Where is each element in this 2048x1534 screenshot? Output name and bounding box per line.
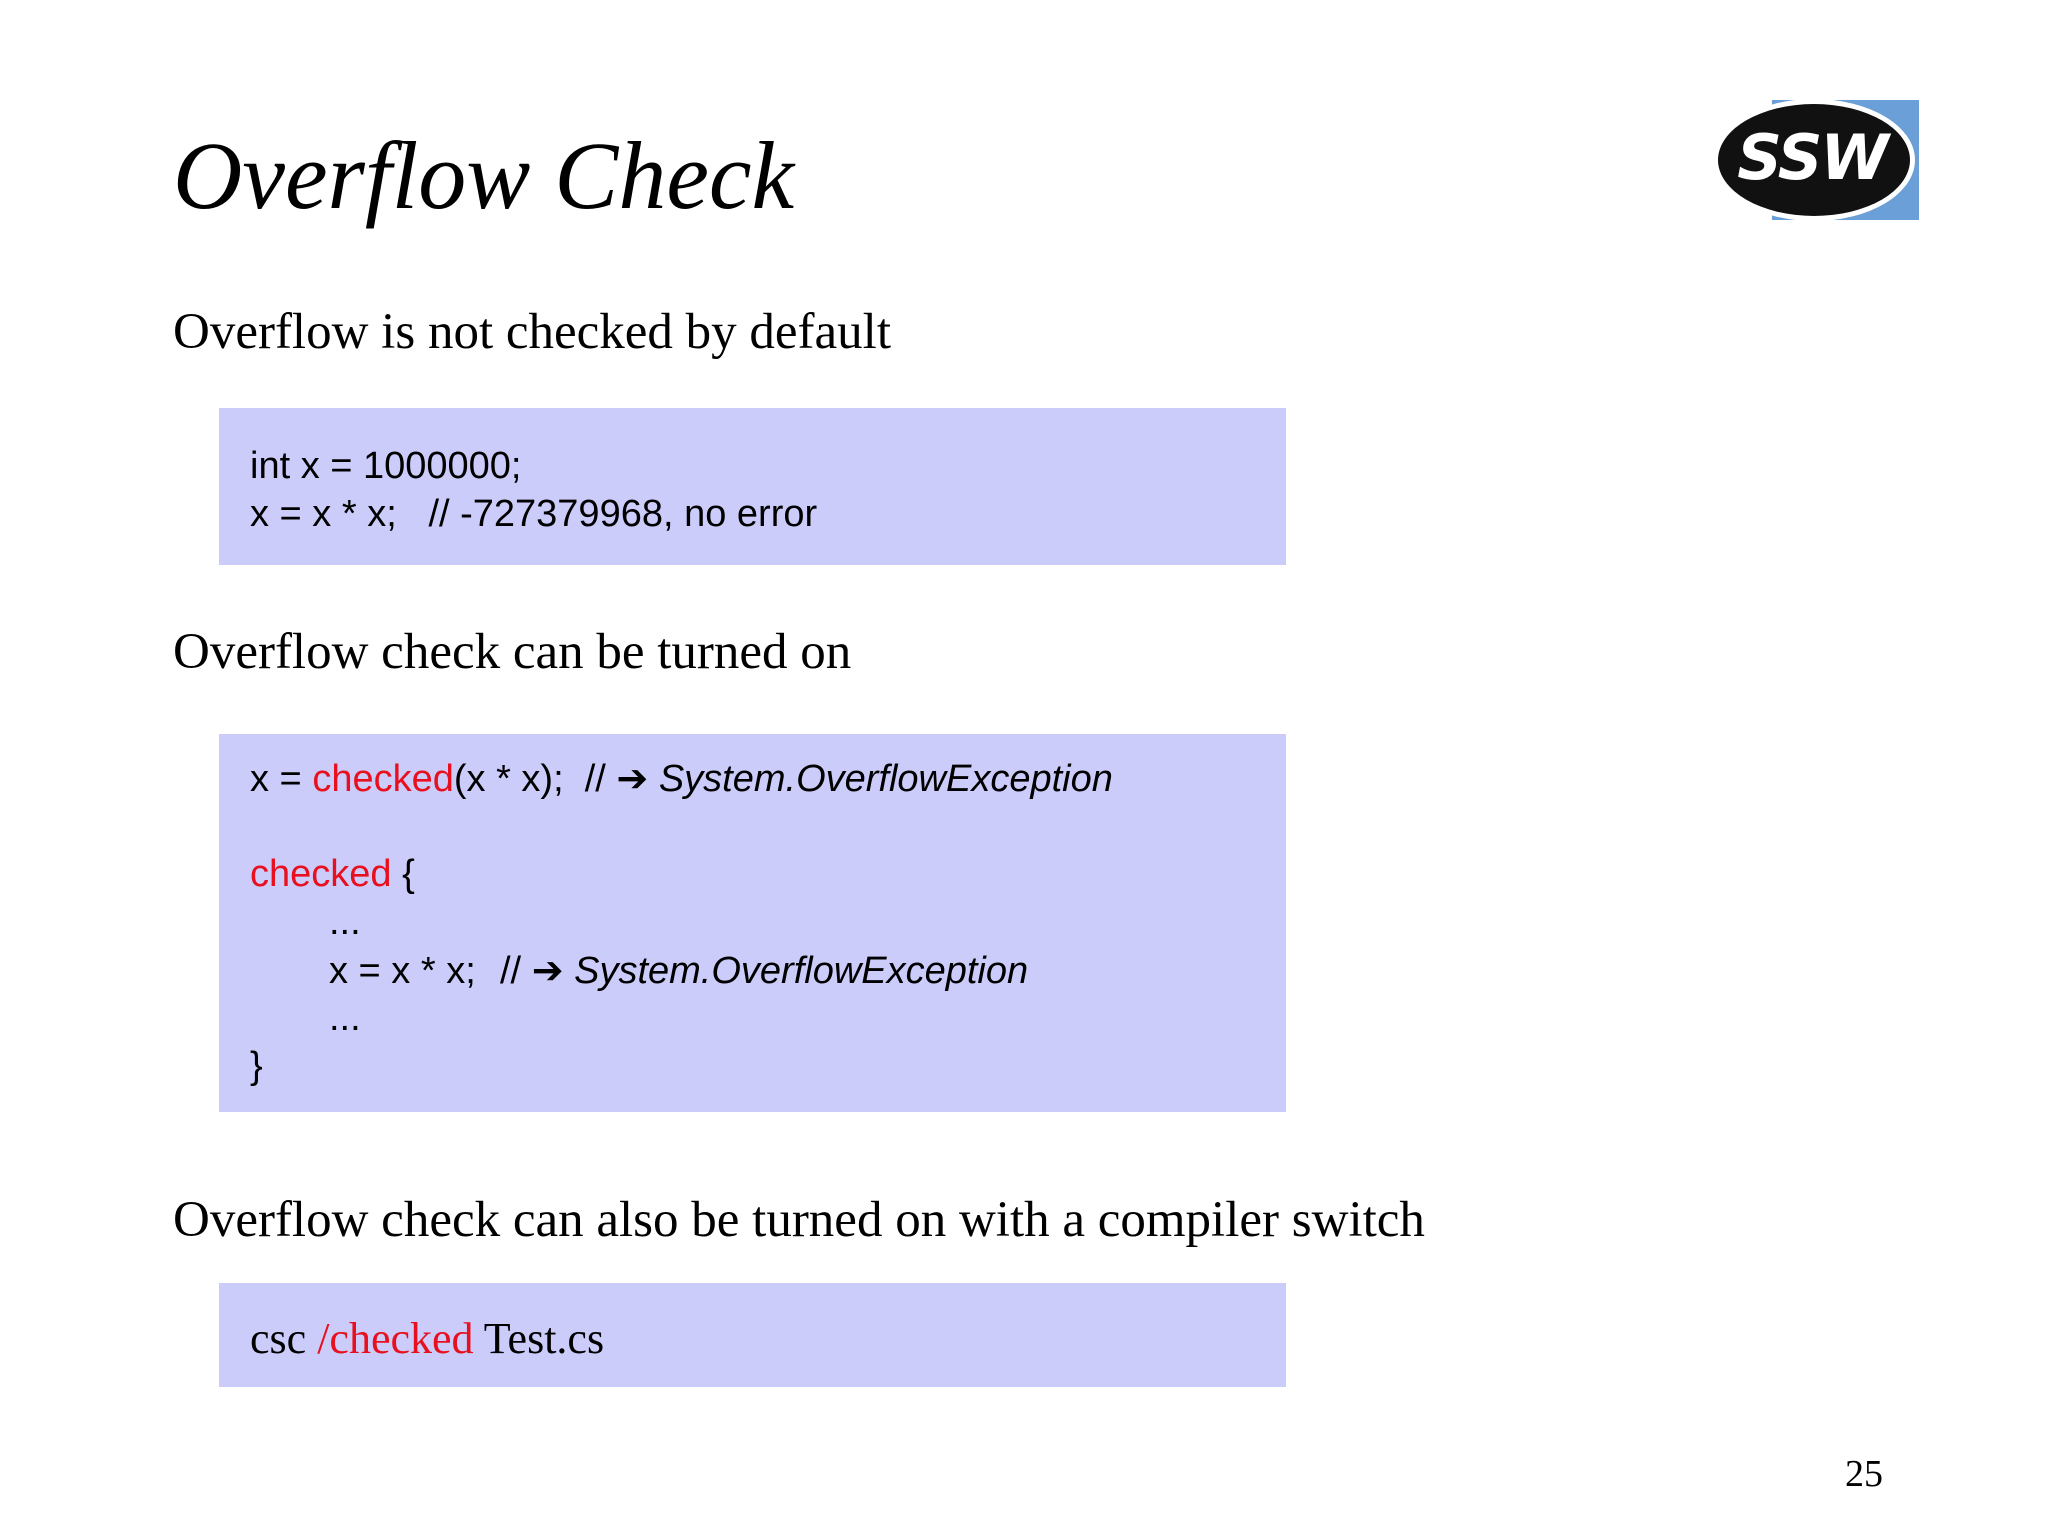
bullet-turned-on: Overflow check can be turned on [173,624,852,680]
code-line: } [250,1045,263,1087]
svg-text:SSW: SSW [1737,121,1887,194]
keyword-checked-switch: /checked [317,1314,474,1363]
keyword-checked: checked [312,758,454,800]
code-line: checked { [250,853,415,895]
arrow-icon: ➔ [616,756,649,800]
exception-name: System.OverflowException [574,950,1029,992]
keyword-checked: checked [250,853,392,895]
code-block-default [219,408,1286,565]
ssw-logo [1712,97,1922,223]
bullet-compiler-switch: Overflow check can also be turned on with a compiler switch [173,1192,1425,1248]
code-line: x = x * x; // -727379968, no error [250,493,818,535]
bullet-not-checked: Overflow is not checked by default [173,304,892,360]
code-line: ... [329,997,361,1039]
code-line: ... [329,901,361,943]
code-block-compiler: csc /checked Test.cs [219,1283,1286,1387]
code-line: x = x * x; // ➔ System.OverflowException [329,948,1029,992]
page-number: 25 [1845,1453,1883,1495]
exception-name: System.OverflowException [658,758,1113,800]
code-block-checked [219,734,1286,1112]
arrow-icon: ➔ [531,948,564,992]
code-line: int x = 1000000; [250,445,522,487]
slide-title: Overflow Check [173,122,795,229]
code-line: x = checked(x * x); // ➔ System.OverflowException [250,756,1113,800]
